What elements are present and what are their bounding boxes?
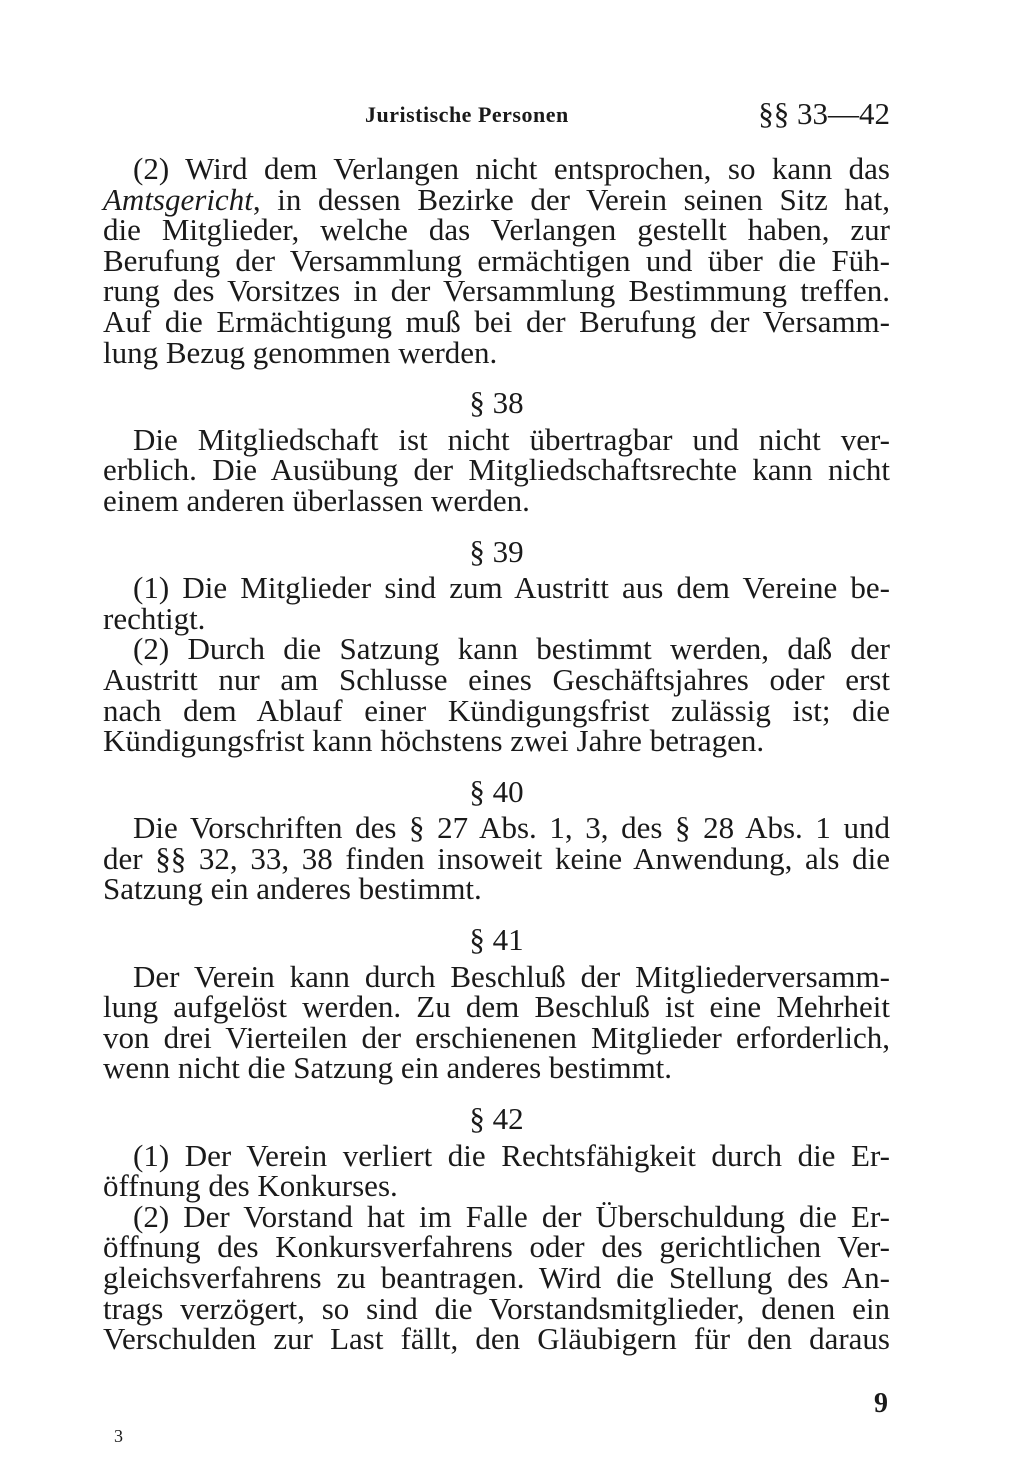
text-line: Kündigungsfrist kann höchstens zwei Jahre betragen. — [103, 723, 765, 759]
section-range: §§ 33—42 — [758, 96, 890, 131]
text-line: der §§ 32, 33, 38 finden insoweit keine Anwendung, als die — [103, 840, 890, 876]
section-41 — [103, 922, 890, 1086]
paragraph-37-2 — [103, 151, 890, 370]
text-line: lung Bezug genommen werden. — [103, 334, 498, 370]
text-line: Die Mitgliedschaft ist nicht übertragbar und nicht ver- — [133, 421, 890, 457]
text-line: von drei Vierteilen der erschienenen Mitglieder erforderlich, — [103, 1019, 890, 1055]
text-line: wenn nicht die Satzung ein anderes bestimmt. — [103, 1050, 673, 1086]
page-number: 9 — [874, 1388, 888, 1419]
body-text — [103, 151, 890, 1357]
text-line: lung aufgelöst werden. Zu dem Beschluß ist eine Mehrheit — [103, 989, 890, 1025]
text-line: öffnung des Konkursverfahrens oder des gerichtlichen Ver- — [103, 1229, 890, 1265]
section-42 — [103, 1101, 890, 1357]
text-line: (2) Wird dem Verlangen nicht entsprochen, so kann das — [133, 151, 890, 186]
section-heading: § 40 — [469, 773, 524, 809]
text-line: (2) Durch die Satzung kann bestimmt werden, daß der — [133, 631, 890, 667]
text-line: Austritt nur am Schlusse eines Geschäftsjahres oder erst — [103, 661, 890, 697]
text-line: Auf die Ermächtigung muß bei der Berufung der Versamm- — [103, 303, 890, 339]
text-line: gleichsverfahrens zu beantragen. Wird die Stellung des An- — [103, 1260, 890, 1295]
text-line: Verschulden zur Last fällt, den Gläubigern für den daraus — [103, 1321, 890, 1357]
text-line: rung des Vorsitzes in der Versammlung Bestimmung treffen. — [103, 273, 890, 309]
section-heading: § 39 — [469, 533, 524, 569]
text-line: Satzung ein anderes bestimmt. — [103, 871, 482, 907]
text-line: (2) Der Vorstand hat im Falle der Überschuldung die Er- — [133, 1198, 890, 1234]
section-40 — [103, 773, 890, 907]
text-line: Die Vorschriften des § 27 Abs. 1, 3, des § 28 Abs. 1 und — [133, 810, 890, 846]
section-heading: § 42 — [469, 1101, 524, 1137]
text-line: nach dem Ablauf einer Kündigungsfrist zulässig ist; die — [103, 692, 890, 728]
text-line: die Mitglieder, welche das Verlangen gestellt haben, zur — [103, 212, 890, 248]
text-line: Berufung der Versammlung ermächtigen und über die Füh- — [103, 242, 890, 278]
emphasis-amtsgericht: Amtsgericht — [103, 181, 253, 217]
running-title: Juristische Personen — [365, 102, 569, 127]
text-line: (1) Der Verein verliert die Rechtsfähigkeit durch die Er- — [133, 1137, 890, 1173]
text-line: rechtigt. — [103, 600, 206, 636]
text-line-rest: , in dessen Bezirke der Verein seinen Sitz hat, — [252, 181, 890, 217]
section-heading: § 38 — [469, 385, 524, 421]
running-head — [365, 96, 890, 132]
section-heading: § 41 — [469, 922, 524, 958]
text-line: Der Verein kann durch Beschluß der Mitgliederversamm- — [133, 958, 890, 994]
section-38 — [103, 385, 890, 518]
text-line: (1) Die Mitglieder sind zum Austritt aus dem Vereine be- — [133, 570, 890, 606]
signature-mark: 3 — [114, 1426, 123, 1446]
text-line — [103, 181, 890, 217]
section-39 — [103, 533, 890, 759]
text-line: einem anderen überlassen werden. — [103, 482, 530, 518]
text-line: öffnung des Konkurses. — [103, 1168, 398, 1204]
text-line: erblich. Die Ausübung der Mitgliedschaftsrechte kann nicht — [103, 452, 890, 488]
text-line: trags verzögert, so sind die Vorstandsmitglieder, denen ein — [103, 1290, 890, 1326]
